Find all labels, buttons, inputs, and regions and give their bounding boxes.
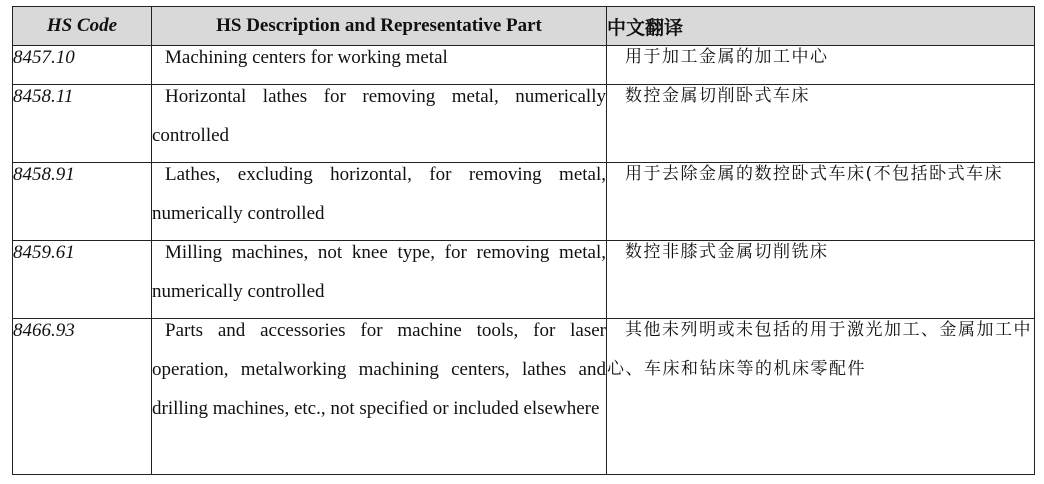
description-text: Lathes, excluding horizontal, for removing metal, numerically controlled	[152, 164, 606, 224]
description-cell	[152, 319, 607, 475]
table-row	[13, 241, 1035, 319]
description-cell	[152, 241, 607, 319]
translation-text: 用于加工金属的加工中心	[625, 47, 829, 67]
description-cell	[152, 163, 607, 241]
description-cell	[152, 85, 607, 163]
hs-code-table-container	[12, 6, 1035, 475]
hs-code-cell: 8457.10	[13, 46, 152, 85]
translation-text: 其他未列明或未包括的用于激光加工、金属加工中心、车床和钻床等的机床零配件	[607, 320, 1032, 379]
table-row	[13, 85, 1035, 163]
hs-code-cell: 8458.11	[13, 85, 152, 163]
translation-text: 用于去除金属的数控卧式车床(不包括卧式车床	[625, 164, 1004, 184]
hs-code-cell: 8458.91	[13, 163, 152, 241]
description-text: Horizontal lathes for removing metal, numerically controlled	[152, 86, 606, 146]
translation-text: 数控非膝式金属切削铣床	[625, 242, 829, 262]
translation-text: 数控金属切削卧式车床	[625, 86, 810, 106]
header-hs-description: HS Description and Representative Part	[152, 7, 607, 46]
hs-code-cell: 8466.93	[13, 319, 152, 475]
table-row	[13, 163, 1035, 241]
header-chinese-translation: 中文翻译	[607, 7, 1035, 46]
translation-cell	[607, 85, 1035, 163]
header-hs-code: HS Code	[13, 7, 152, 46]
description-text: Machining centers for working metal	[165, 47, 448, 68]
translation-cell	[607, 241, 1035, 319]
description-text: Milling machines, not knee type, for removing metal, numerically controlled	[152, 242, 606, 302]
description-text: Parts and accessories for machine tools, for laser operation, metalworking machining centers, lathes and drilling machines, etc., not specified or included elsewhere	[152, 320, 606, 419]
hs-code-cell: 8459.61	[13, 241, 152, 319]
translation-cell	[607, 319, 1035, 475]
hs-code-table	[12, 6, 1035, 475]
table-row	[13, 319, 1035, 475]
translation-cell	[607, 163, 1035, 241]
